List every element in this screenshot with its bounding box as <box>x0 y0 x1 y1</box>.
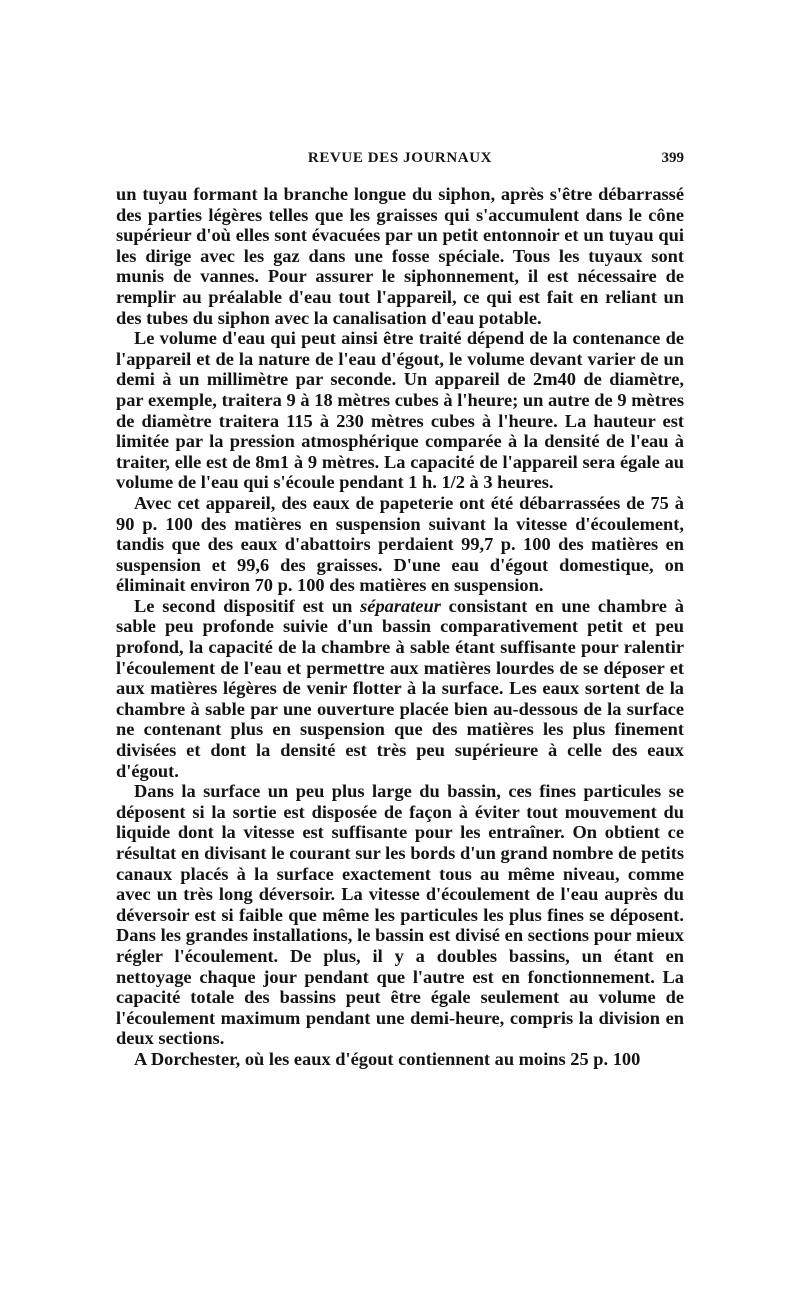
paragraph-volume-treated: Le volume d'eau qui peut ainsi être traité dépend de la contenance de l'appareil et de la nature de l'eau d'égout, le volume devant varier de un demi à un millimètre par seconde. Un appareil de 2m40 de diamètre, par exemple, traitera 9 à 18 mètres cubes à l'heure; un autre de 9 mètres de diamètre traitera 115 à 230 mètres cubes à l'heure. La hauteur est limitée par la pression atmosphérique comparée à la densité de l'eau à traiter, elle est de 8m1 à 9 mètres. La capacité de l'appareil sera égale au volume de l'eau qui s'écoule pendant 1 h. 1/2 à 3 heures. <box>116 328 684 493</box>
paragraph-separator-lead: Le second dispositif est un <box>134 595 361 616</box>
paragraph-results: Avec cet appareil, des eaux de papeterie ont été débarrassées de 75 à 90 p. 100 des matières en suspension suivant la vitesse d'écoulement, tandis que des eaux d'abattoirs perdaient 99,7 p. 100 des matières en suspension et 99,6 des graisses. D'une eau d'égout domestique, on éliminait environ 70 p. 100 des matières en suspension. <box>116 492 684 596</box>
paragraph-separator <box>116 596 684 781</box>
running-head <box>116 150 684 172</box>
page-number: 399 <box>661 150 684 166</box>
paragraph-separator-rest: consistant en une chambre à sable peu profonde suivie d'un bassin comparativement petit et peu profond, la capacité de la chambre à sable étant suffisante pour ralentir l'écoulement de l'eau et permettre aux matières lourdes de se déposer et aux matières légères de venir flotter à la surface. Les eaux sortent de la chambre à sable par une ouverture placée bien au-dessous de la surface ne contenant plus en suspension que des matières les plus finement divisées et dont la densité est très peu supérieure à celle des eaux d'égout. <box>116 595 684 781</box>
article-body <box>116 184 684 1070</box>
paragraph-basin: Dans la surface un peu plus large du bassin, ces fines particules se déposent si la sortie est disposée de façon à éviter tout mouvement du liquide dont la vitesse est suffisante pour les entraîner. On obtient ce résultat en divisant le courant sur les bords d'un grand nombre de petits canaux placés à la surface exactement tous au même niveau, comme avec un très long déversoir. La vitesse d'écoulement de l'eau auprès du déversoir est si faible que même les particules les plus fines se déposent. Dans les grandes installations, le bassin est divisé en sections pour mieux régler l'écoulement. De plus, il y a doubles bassins, un étant en nettoyage chaque jour pendant que l'autre est en fonctionnement. La capacité totale des bassins peut être égale seulement au volume de l'écoulement maximum pendant une demi-heure, compris la division en deux sections. <box>116 781 684 1049</box>
paragraph-dorchester: A Dorchester, où les eaux d'égout contiennent au moins 25 p. 100 <box>134 1048 641 1069</box>
running-title: REVUE DES JOURNAUX <box>307 150 493 166</box>
separator-term: séparateur <box>360 595 441 616</box>
paragraph-siphon-description: un tuyau formant la branche longue du siphon, après s'être débarrassé des parties légères telles que les graisses qui s'accumulent dans le cône supérieur d'où elles sont évacuées par un petit entonnoir et un tuyau qui les dirige avec les gaz dans une fosse spéciale. Tous les tuyaux sont munis de vannes. Pour assurer le siphonnement, il est nécessaire de remplir au préalable d'eau tout l'appareil, ce qui est fait en reliant un des tubes du siphon avec la canalisation d'eau potable. <box>116 184 684 328</box>
